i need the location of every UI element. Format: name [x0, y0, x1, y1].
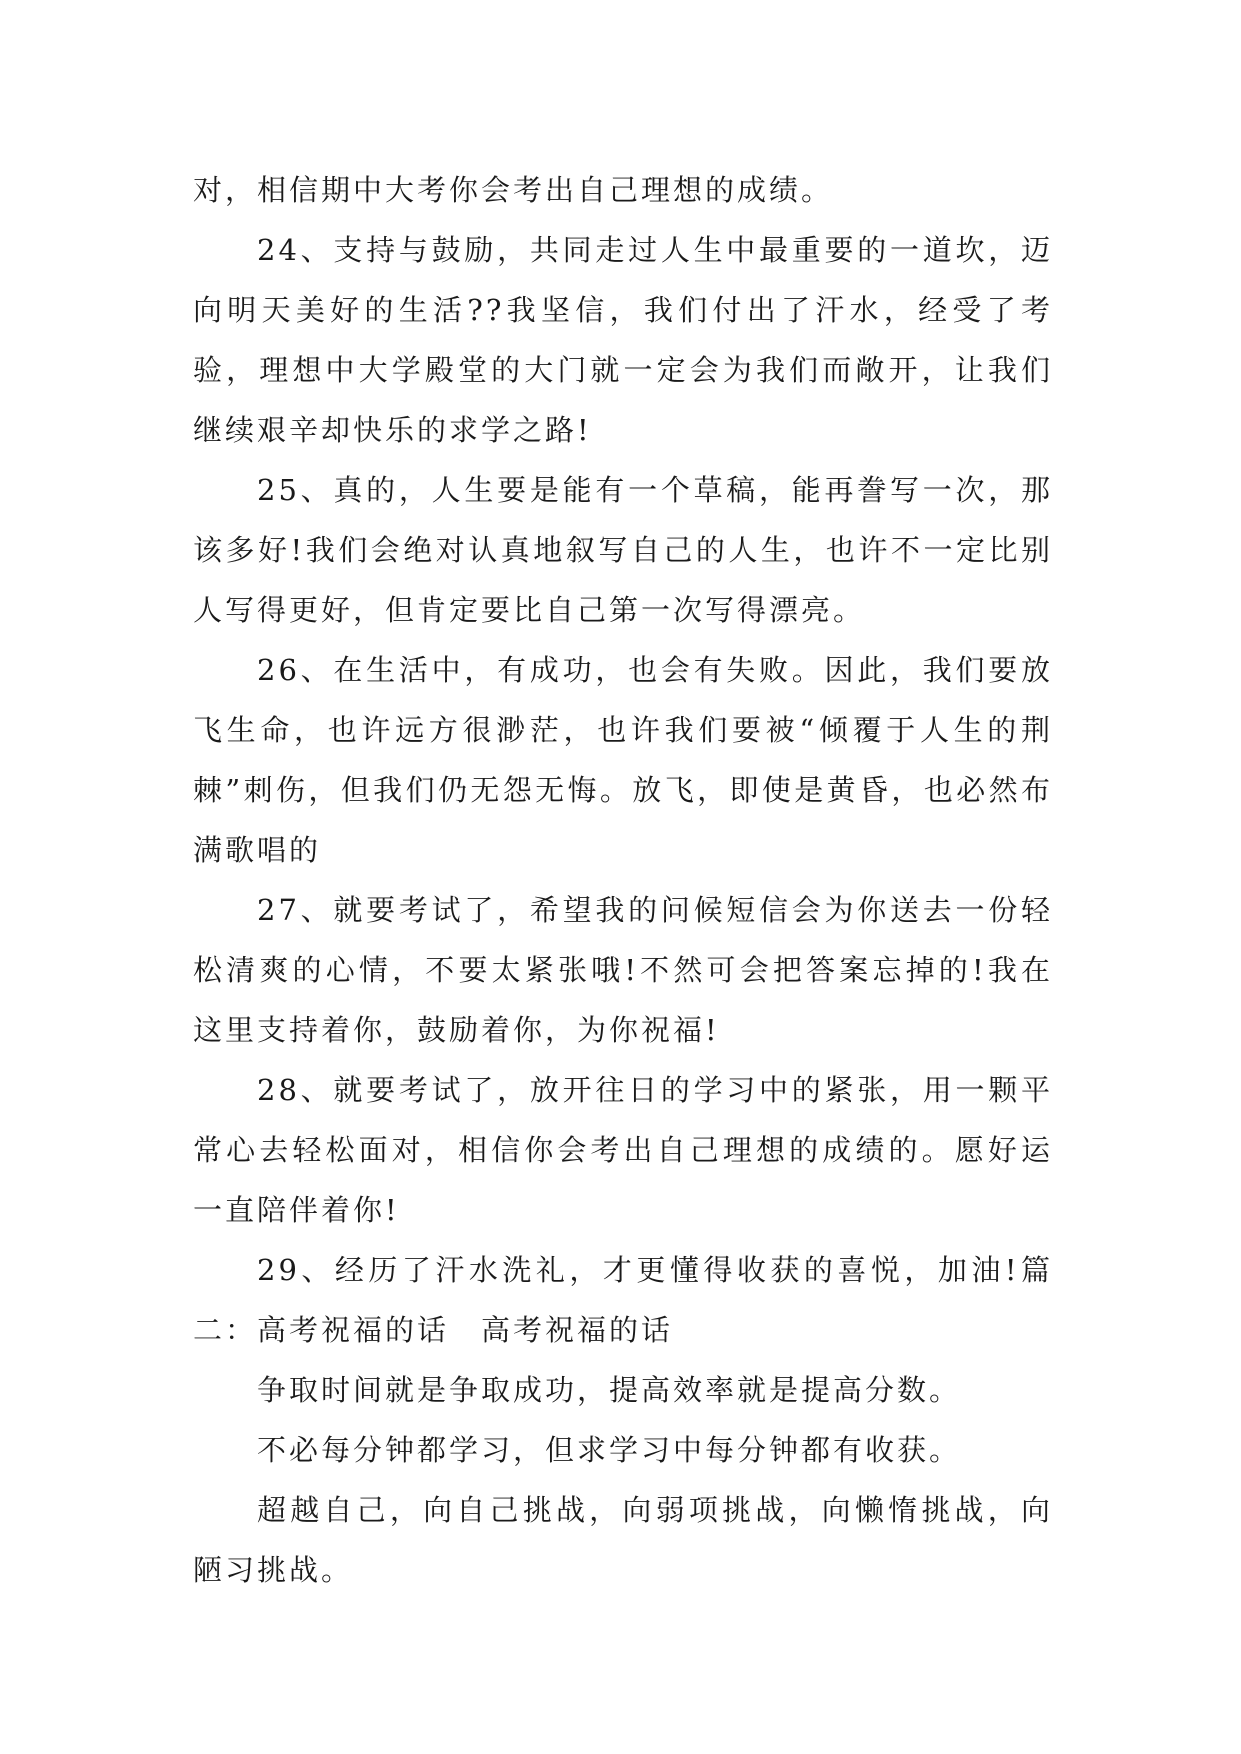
paragraph-27: 27、就要考试了，希望我的问候短信会为你送去一份轻松清爽的心情，不要太紧张哦!不然可会把答案忘掉的!我在这里支持着你，鼓励着你，为你祝福!: [193, 893, 1053, 1047]
paragraph-surpass: 超越自己，向自己挑战，向弱项挑战，向懒惰挑战，向陋习挑战。: [193, 1493, 1053, 1587]
paragraph-time: 争取时间就是争取成功，提高效率就是提高分数。: [257, 1373, 962, 1407]
paragraph-continuation: 对，相信期中大考你会考出自己理想的成绩。: [193, 173, 834, 207]
body-text: [193, 160, 1053, 1600]
paragraph-26: 26、在生活中，有成功，也会有失败。因此，我们要放飞生命，也许远方很渺茫，也许我们要被“倾覆于人生的荆棘”刺伤，但我们仍无怨无悔。放飞，即使是黄昏，也必然布满歌唱的: [193, 653, 1053, 867]
paragraph-25: 25、真的，人生要是能有一个草稿，能再誊写一次，那该多好!我们会绝对认真地叙写自己的人生，也许不一定比别人写得更好，但肯定要比自己第一次写得漂亮。: [193, 473, 1053, 627]
paragraph-28: 28、就要考试了，放开往日的学习中的紧张，用一颗平常心去轻松面对，相信你会考出自己理想的成绩的。愿好运一直陪伴着你!: [193, 1073, 1053, 1227]
paragraph-29: 29、经历了汗水洗礼，才更懂得收获的喜悦，加油!篇二：高考祝福的话 高考祝福的话: [193, 1253, 1053, 1347]
paragraph-24: 24、支持与鼓励，共同走过人生中最重要的一道坎，迈向明天美好的生活??我坚信，我们付出了汗水，经受了考验，理想中大学殿堂的大门就一定会为我们而敞开，让我们继续艰辛却快乐的求学之路!: [193, 233, 1053, 447]
paragraph-study: 不必每分钟都学习，但求学习中每分钟都有收获。: [257, 1433, 962, 1467]
